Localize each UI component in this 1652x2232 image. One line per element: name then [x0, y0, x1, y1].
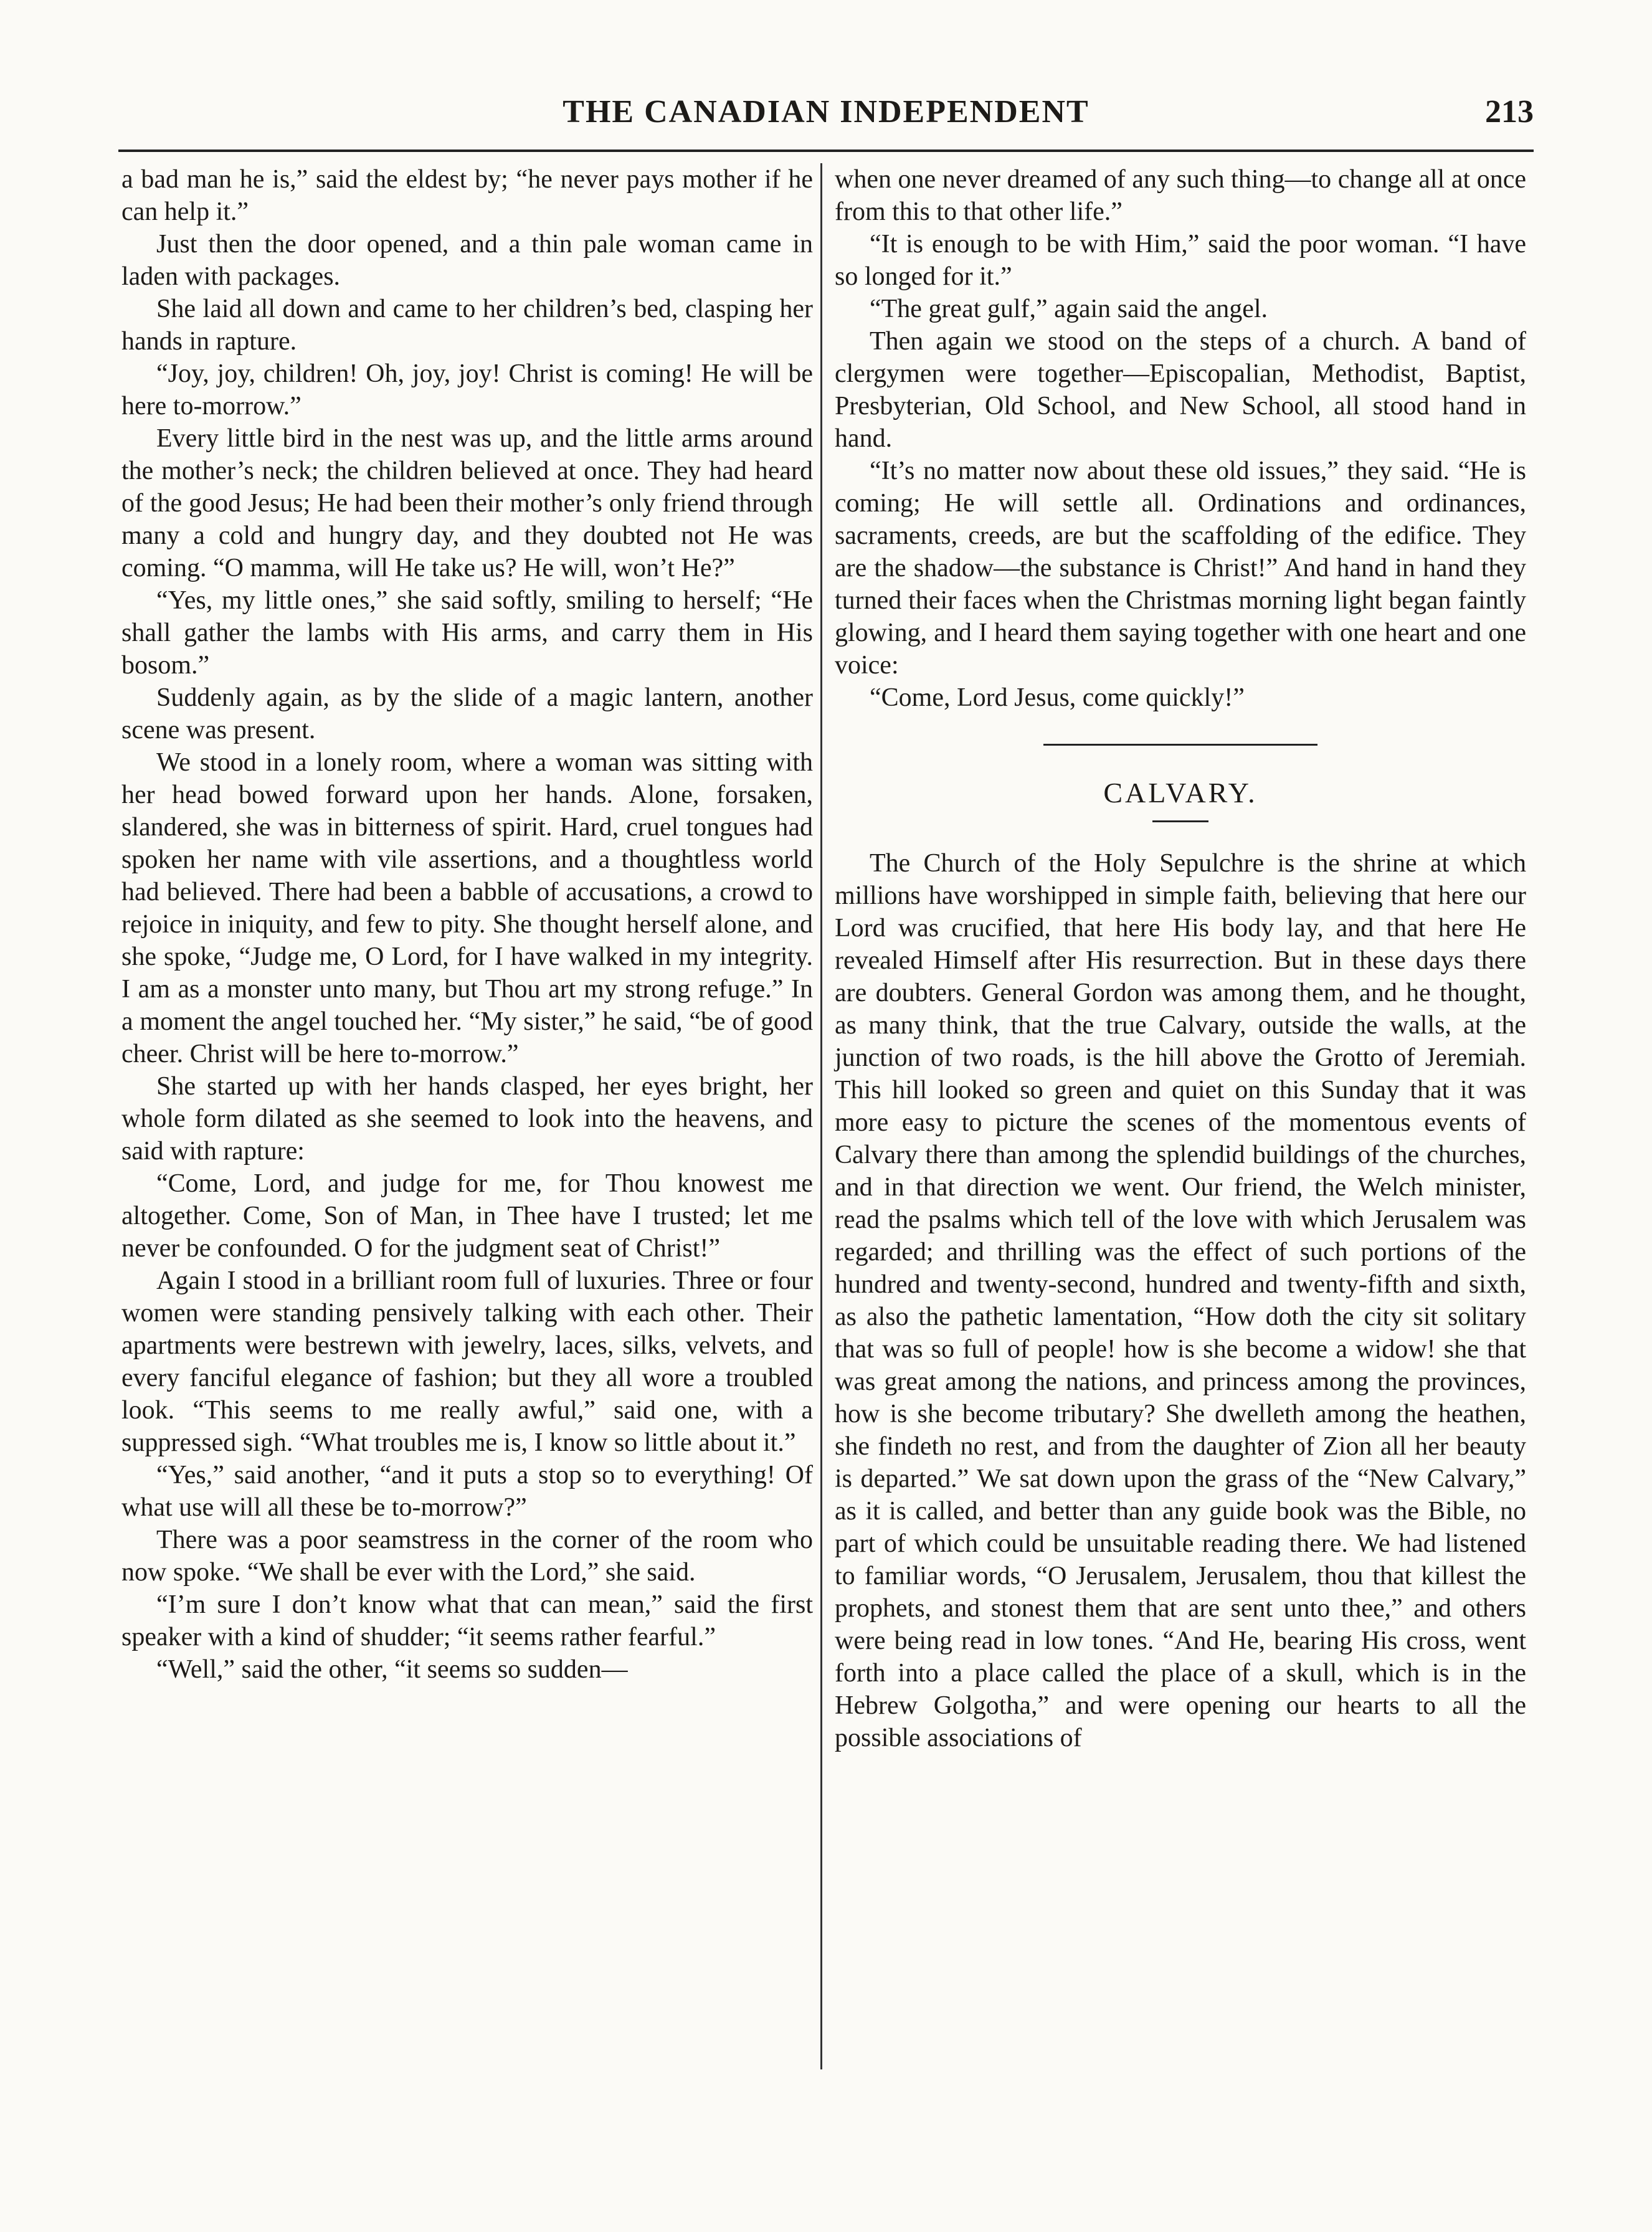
running-header	[118, 93, 1534, 137]
paragraph: Again I stood in a brilliant room full of luxuries. Three or four women were standing pensively talking with each other. Their apartments were bestrewn with jewelry, laces, silks, velvets, and every fanciful elegance of fashion; but they all wore a troubled look. “This seems to me really awful,” said one, with a suppressed sigh. “What troubles me is, I know so little about it.”	[121, 1266, 813, 1457]
paragraph: “Joy, joy, children! Oh, joy, joy! Christ is coming! He will be here to-morrow.”	[121, 359, 813, 420]
paragraph: “Yes, my little ones,” she said softly, smiling to herself; “He shall gather the lambs with His arms, and carry them in His bosom.”	[121, 586, 813, 680]
paragraph: “Come, Lord, and judge for me, for Thou knowest me altogether. Come, Son of Man, in Thee have I trusted; let me never be confounded. O for the judgment seat of Christ!”	[121, 1169, 813, 1263]
right-column	[835, 163, 1526, 1754]
paragraph: Every little bird in the nest was up, and the little arms around the mother’s neck; the children believed at once. They had heard of the good Jesus; He had been their mother’s only friend through many a cold and hungry day, and they doubted not He was coming. “O mamma, will He take us? He will, won’t He?”	[121, 424, 813, 582]
section-title: CALVARY.	[1103, 777, 1258, 809]
paragraph: when one never dreamed of any such thing—to change all at once from this to that other life.”	[835, 165, 1526, 226]
paragraph: There was a poor seamstress in the corner of the room who now spoke. “We shall be ever with the Lord,” she said.	[121, 1526, 813, 1587]
column-divider	[820, 163, 822, 2069]
paragraph: She laid all down and came to her children’s bed, clasping her hands in rapture.	[121, 295, 813, 356]
paragraph: “The great gulf,” again said the angel.	[870, 295, 1268, 323]
paragraph: Then again we stood on the steps of a church. A band of clergymen were together—Episcopalian, Methodist, Baptist, Presbyterian, Old School, and New School, all stood hand in hand.	[835, 327, 1526, 453]
paragraph: a bad man he is,” said the eldest by; “he never pays mother if he can help it.”	[121, 165, 813, 226]
paragraph: “It’s no matter now about these old issues,” they said. “He is coming; He will settle all. Ordinations and ordinances, sacraments, creeds, are but the scaffolding of the edifice. They are the shadow—the substance is Christ!” And hand in hand they turned their faces when the Christmas morning light began faintly glowing, and I heard them saying together with one heart and one voice:	[835, 457, 1526, 680]
left-column	[121, 163, 813, 1686]
page-number: 213	[1485, 94, 1534, 130]
section-separator	[1043, 744, 1317, 746]
paragraph: The Church of the Holy Sepulchre is the shrine at which millions have worshipped in simple faith, believing that here our Lord was crucified, that here His body lay, and that here He revealed Himself after His resurrection. But in these days there are doubters. General Gordon was among them, and he thought, as many think, that the true Calvary, outside the walls, at the junction of two roads, is the hill above the Grotto of Jeremiah. This hill looked so green and quiet on this Sunday that it was more easy to picture the scenes of the momentous events of Calvary there than among the splendid buildings of the churches, and in that direction we went. Our friend, the Welch minister, read the psalms which tell of the love with which Jerusalem was regarded; and thrilling was the effect of such portions of the hundred and twenty-second, hundred and twenty-fifth and sixth, as also the pathetic lamentation, “How doth the city sit solitary that was so full of people! how is she become a widow! she that was great among the nations, and princess among the provinces, how is she become tributary? She dwelleth among the heathen, she findeth no rest, and from the daughter of Zion all her beauty is departed.” We sat down upon the grass of the “New Calvary,” as it is called, and better than any guide book was the Bible, no part of which could be unsuitable reading there. We had listened to familiar words, “O Jerusalem, Jerusalem, thou that killest the prophets, and stonest them that are sent unto thee,” and others were being read in low tones. “And He, bearing His cross, went forth into a place called the place of a skull, which is in the Hebrew Golgotha,” and were opening our hearts to all the possible associations of	[835, 849, 1526, 1752]
running-title: THE CANADIAN INDEPENDENT	[563, 94, 1089, 130]
paragraph: Suddenly again, as by the slide of a magic lantern, another scene was present.	[121, 683, 813, 744]
header-rule	[118, 150, 1534, 152]
paragraph: “Well,” said the other, “it seems so sudden—	[156, 1655, 628, 1684]
paragraph: “Come, Lord Jesus, come quickly!”	[870, 683, 1245, 712]
paragraph: We stood in a lonely room, where a woman was sitting with her head bowed forward upon her hands. Alone, forsaken, slandered, she was in bitterness of spirit. Hard, cruel tongues had spoken her name with vile assertions, and a thoughtless world had believed. There had been a babble of accusations, a crowd to rejoice in iniquity, and few to pity. She thought herself alone, and she spoke, “Judge me, O Lord, for I have walked in my integrity. I am as a monster unto many, but Thou art my strong refuge.” In a moment the angel touched her. “My sister,” he said, “be of good cheer. Christ will be here to-morrow.”	[121, 748, 813, 1068]
paragraph: Just then the door opened, and a thin pale woman came in laden with packages.	[121, 230, 813, 291]
title-rule	[1152, 820, 1208, 822]
paragraph: She started up with her hands clasped, her eyes bright, her whole form dilated as she seemed to look into the heavens, and said with rapture:	[121, 1072, 813, 1166]
paragraph: “I’m sure I don’t know what that can mean,” said the first speaker with a kind of shudder; “it seems rather fearful.”	[121, 1590, 813, 1651]
paragraph: “It is enough to be with Him,” said the poor woman. “I have so longed for it.”	[835, 230, 1526, 291]
paragraph: “Yes,” said another, “and it puts a stop so to everything! Of what use will all these be to-morrow?”	[121, 1461, 813, 1522]
